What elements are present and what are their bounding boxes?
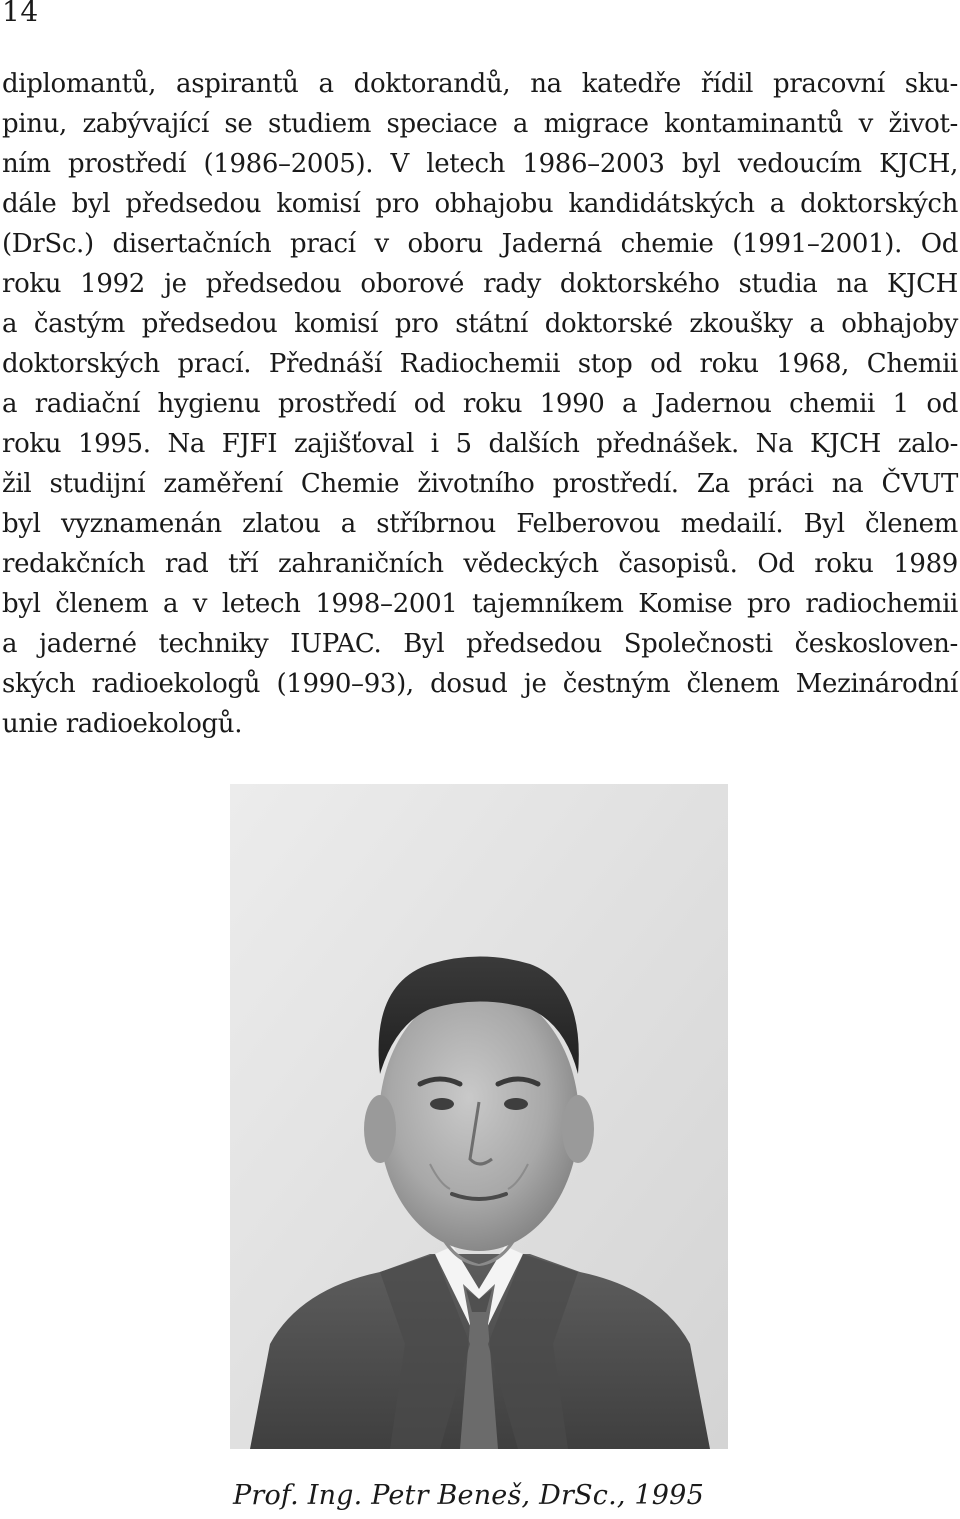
text-line: doktorských prací. Přednáší Radiochemii stop od roku 1968, Chemii [2, 349, 958, 379]
text-line: roku 1992 je předsedou oborové rady doktorského studia na KJCH [2, 269, 958, 299]
text-line: a častým předsedou komisí pro státní doktorské zkoušky a obhajoby [2, 309, 958, 339]
photo-caption: Prof. Ing. Petr Beneš, DrSc., 1995 [233, 1480, 704, 1511]
text-line: ním prostředí (1986–2005). V letech 1986–2003 byl vedoucím KJCH, [2, 149, 958, 179]
text-line: ských radioekologů (1990–93), dosud je čestným členem Mezinárodní [2, 669, 958, 699]
text-line: pinu, zabývající se studiem speciace a migrace kontaminantů v život- [2, 109, 958, 139]
text-line: a jaderné techniky IUPAC. Byl předsedou Společnosti českosloven- [2, 629, 958, 659]
text-line: žil studijní zaměření Chemie životního prostředí. Za práci na ČVUT [2, 469, 958, 499]
page-number: 14 [2, 0, 39, 28]
portrait-photo [230, 784, 728, 1449]
text-line: roku 1995. Na FJFI zajišťoval i 5 dalších přednášek. Na KJCH zalo- [2, 429, 958, 459]
portrait-illustration [230, 784, 728, 1449]
text-line: byl členem a v letech 1998–2001 tajemníkem Komise pro radiochemii [2, 589, 958, 619]
text-line: diplomantů, aspirantů a doktorandů, na katedře řídil pracovní sku- [2, 69, 958, 99]
text-line: byl vyznamenán zlatou a stříbrnou Felberovou medailí. Byl členem [2, 509, 958, 539]
text-line: a radiační hygienu prostředí od roku 1990 a Jadernou chemii 1 od [2, 389, 958, 419]
text-line: redakčních rad tří zahraničních vědeckých časopisů. Od roku 1989 [2, 549, 958, 579]
body-paragraph [2, 64, 958, 744]
text-line: unie radioekologů. [2, 709, 243, 739]
text-line: (DrSc.) disertačních prací v oboru Jaderná chemie (1991–2001). Od [2, 229, 958, 259]
text-line: dále byl předsedou komisí pro obhajobu kandidátských a doktorských [2, 189, 958, 219]
